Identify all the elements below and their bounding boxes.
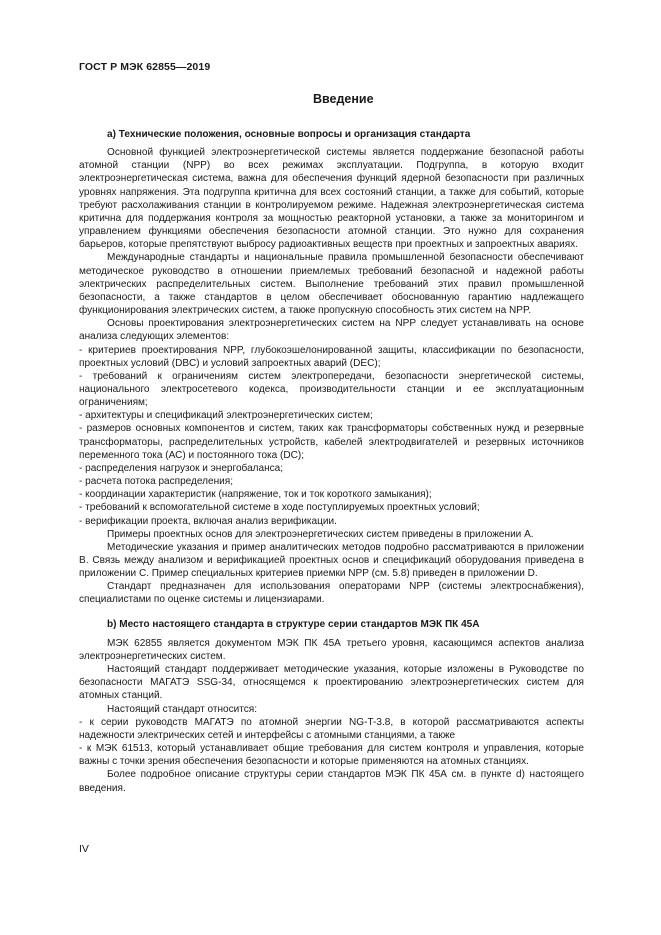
- list-item: - архитектуры и спецификаций электроэнергетических систем;: [79, 410, 373, 422]
- paragraph: МЭК 62855 является документом МЭК ПК 45А третьего уровня, касающимся аспектов анализа электроэнергетических систем.: [79, 637, 584, 662]
- paragraph: Методические указания и пример аналитических методов подробно рассматриваются в приложении В. Связь между анализом и верификацией проектных основ и спецификаций оборудования приведена в приложении С. Пример специальных критериев приемки NPP (см. 5.8) приведен в приложении D.: [79, 541, 584, 580]
- list-item: - расчета потока распределения;: [79, 476, 234, 488]
- section-heading: b) Место настоящего стандарта в структуре серии стандартов МЭК ПК 45А: [107, 618, 480, 630]
- list-item: - критериев проектирования NPP, глубокоэшелонированной защиты, классификации по безопасности, проектных условий (DBC) и условий запроектных аварий (DEC);: [79, 344, 584, 369]
- list-item: - верификации проекта, включая анализ верификации.: [79, 515, 337, 527]
- page-number: IV: [79, 843, 89, 855]
- list-item: - координации характеристик (напряжение, ток и ток короткого замыкания);: [79, 489, 432, 501]
- list-item: - распределения нагрузок и энергобаланса;: [79, 462, 284, 474]
- document-header: ГОСТ Р МЭК 62855—2019: [79, 61, 211, 73]
- paragraph: Примеры проектных основ для электроэнергетических систем приведены в приложении А.: [107, 528, 534, 540]
- list-item: - требований к вспомогательной системе в ходе поступлируемых проектных условий;: [79, 502, 480, 514]
- paragraph: Основы проектирования электроэнергетических систем на NPP следует устанавливать на основе анализа следующих элементов:: [79, 318, 584, 343]
- paragraph: Международные стандарты и национальные правила промышленной безопасности обеспечивают методическое руководство в отношении приемлемых требований безопасной и надежной работы электрических распределительных систем. Выполнение требований этих правил промышленной безопасности, а также стандартов в целом обеспечивает обоснованную гарантию надлежащего функционирования электрических систем, а также пропускную способность этих систем на NPP.: [79, 252, 584, 317]
- list-item: - к серии руководств МАГАТЭ по атомной энергии NG-T-3.8, в которой рассматриваются аспекты надежности электрических сетей и интерфейсы с атомными станциями, а также: [79, 716, 584, 741]
- list-item: - к МЭК 61513, который устанавливает общие требования для систем контроля и управления, которые важны с точки зрения обеспечения безопасности и которые применяются на атомных станциях.: [79, 743, 584, 768]
- document-body: [79, 128, 584, 795]
- paragraph: Настоящий стандарт поддерживает методические указания, которые изложены в Руководстве по безопасности МАГАТЭ SSG-34, относящемся к проектированию электроэнергетических систем для атомных станций.: [79, 664, 584, 702]
- paragraph: Основной функцией электроэнергетической системы является поддержание безопасной работы атомной станции (NPP) во всех режимах эксплуатации. Подгруппа, в которую входит электроэнергетическая система, важна для обеспечения функций ядерной безопасности при различных уровнях напряжения. Эта подгруппа критична для всех состояний станции, а также для событий, которые требуют расхолаживания станции в контролируемом режиме. Надежная электроэнергетическая система критична для поддержания контроля за мощностью реакторной установки, а также за мониторингом и управлением функциями обеспечения безопасности атомной станции. Это нужно для сохранения барьеров, которые препятствуют выбросу радиоактивных веществ при проектных и запроектных авариях.: [79, 147, 584, 251]
- page-title: Введение: [313, 92, 374, 106]
- paragraph: Настоящий стандарт относится:: [107, 703, 258, 715]
- list-item: - размеров основных компонентов и систем, таких как трансформаторы собственных нужд и резервные трансформаторы, распределительных устройств, кабелей электродвигателей и резервных источников переменного тока (АС) и постоянного тока (DC);: [79, 423, 584, 461]
- paragraph: Более подробное описание структуры серии стандартов МЭК ПК 45А см. в пункте d) настоящего введения.: [79, 769, 584, 794]
- paragraph: Стандарт предназначен для использования операторами NPP (системы электроснабжения), специалистами по оценке системы и лицензиарами.: [79, 581, 584, 606]
- list-item: - требований к ограничениям систем электропередачи, безопасности энергетической системы, национального электросетевого кодекса, производительности станции и ее эксплуатационным ограничениям;: [79, 370, 584, 409]
- section-heading: а) Технические положения, основные вопросы и организация стандарта: [107, 129, 471, 140]
